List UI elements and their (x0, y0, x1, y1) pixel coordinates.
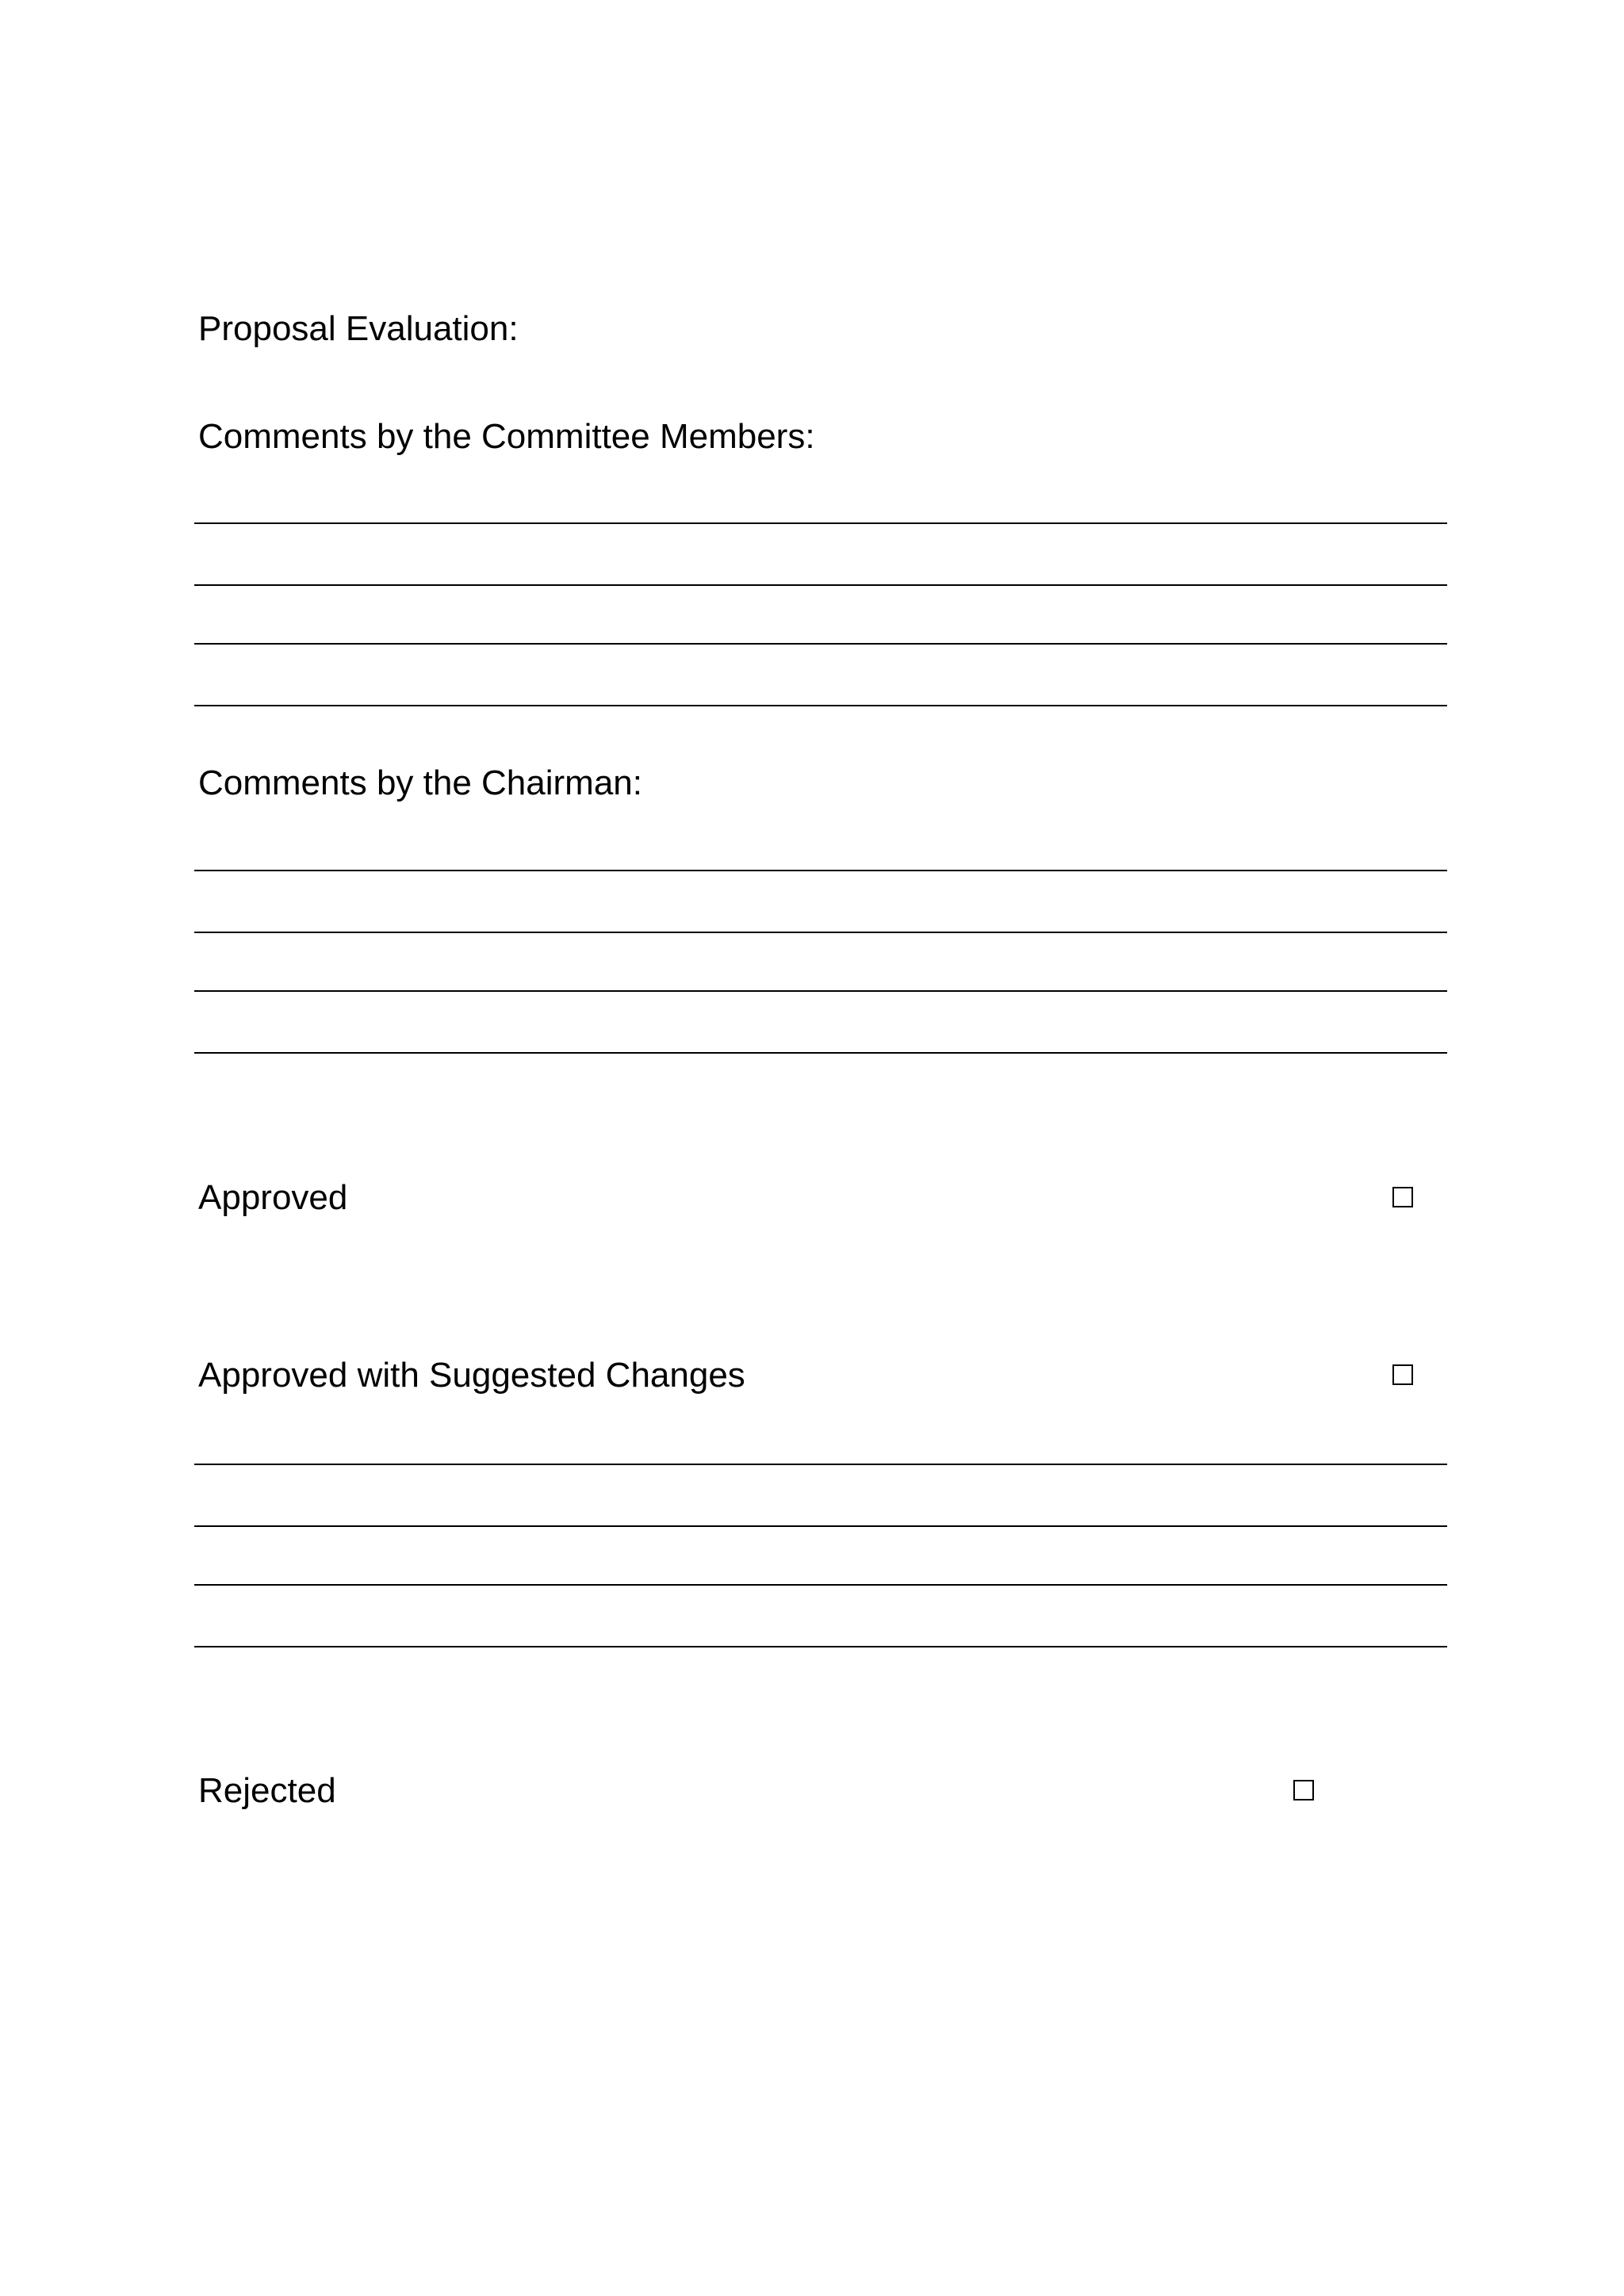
approved-with-changes-label: Approved with Suggested Changes (198, 1356, 745, 1395)
suggested-changes-line[interactable] (194, 1464, 1447, 1465)
approved-label: Approved (198, 1178, 348, 1217)
suggested-changes-line[interactable] (194, 1646, 1447, 1647)
chairman-comment-line[interactable] (194, 870, 1447, 871)
suggested-changes-line[interactable] (194, 1584, 1447, 1586)
committee-comment-line[interactable] (194, 584, 1447, 586)
approved-checkbox[interactable] (1392, 1187, 1413, 1207)
chairman-comment-line[interactable] (194, 932, 1447, 933)
form-title: Proposal Evaluation: (198, 309, 519, 348)
chairman-comments-label: Comments by the Chairman: (198, 763, 642, 802)
approved-with-changes-checkbox[interactable] (1392, 1364, 1413, 1385)
committee-comment-line[interactable] (194, 643, 1447, 645)
rejected-checkbox[interactable] (1293, 1780, 1314, 1800)
chairman-comment-line[interactable] (194, 1052, 1447, 1054)
committee-comments-label: Comments by the Committee Members: (198, 417, 815, 456)
chairman-comment-line[interactable] (194, 990, 1447, 992)
committee-comment-line[interactable] (194, 522, 1447, 524)
committee-comment-line[interactable] (194, 705, 1447, 706)
suggested-changes-line[interactable] (194, 1525, 1447, 1527)
rejected-label: Rejected (198, 1771, 336, 1810)
